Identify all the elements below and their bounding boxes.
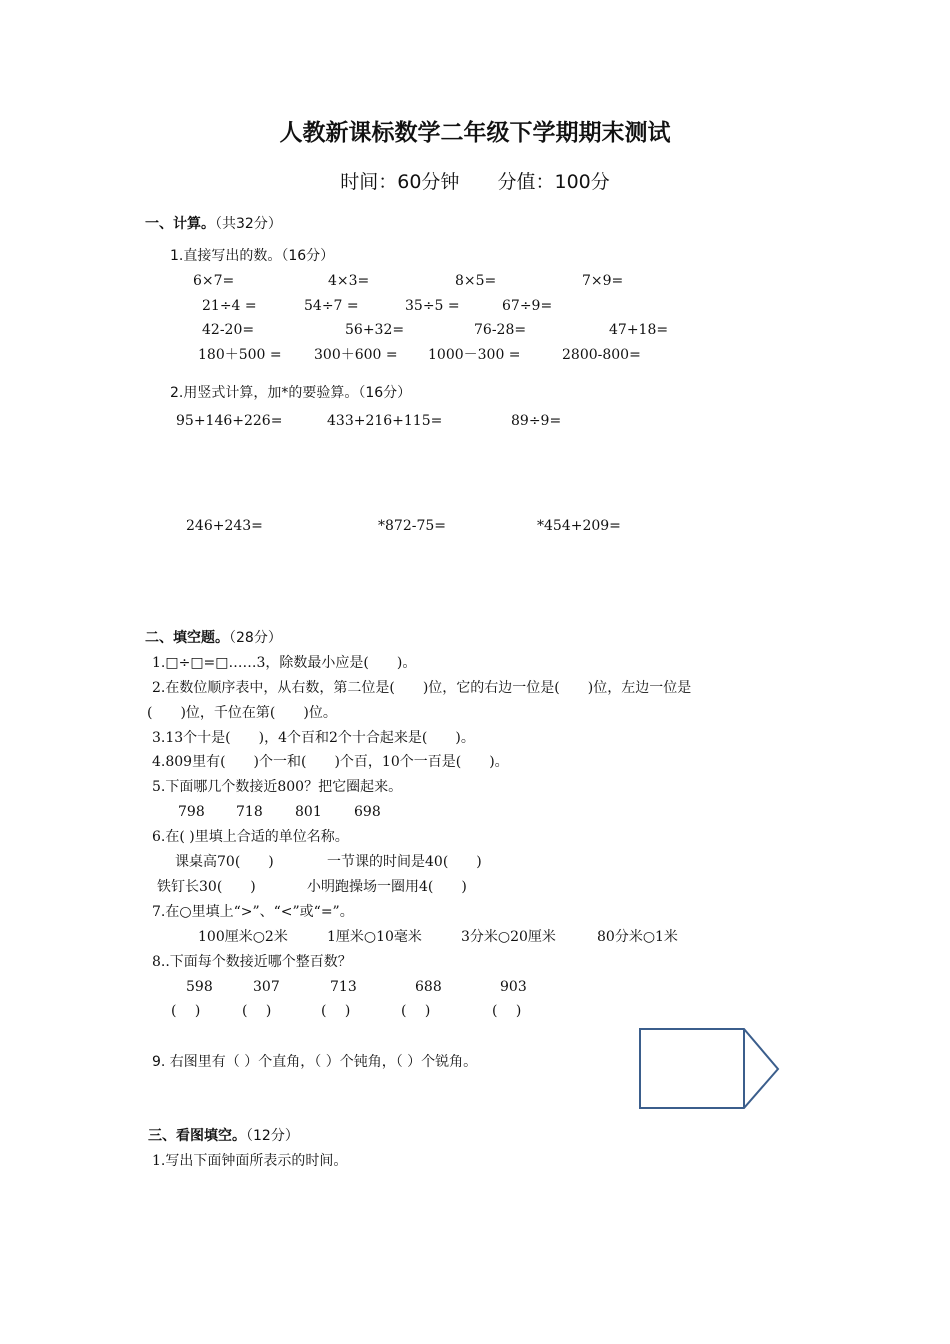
- number-option: 801: [295, 804, 322, 820]
- compare-item: 3分米○20厘米: [461, 929, 556, 945]
- calc-item: 2800-800=: [562, 347, 641, 363]
- exam-info: [0, 167, 950, 194]
- calc-item: 21÷4 =: [202, 298, 257, 314]
- calc-item: 6×7=: [193, 273, 235, 289]
- calc-item: 47+18=: [609, 322, 669, 338]
- calc-item: 42-20=: [202, 322, 255, 338]
- s2-q6: 6.在( )里填上合适的单位名称。: [152, 829, 349, 845]
- number-option: 698: [354, 804, 381, 820]
- s1-q1-label: 1.直接写出的数。（16分）: [170, 248, 335, 264]
- section3-title: 三、看图填空。: [148, 1128, 246, 1144]
- calc-item: 8×5=: [455, 273, 497, 289]
- vertical-calc-item: *454+209=: [537, 518, 621, 534]
- section1-points: （共32分）: [215, 216, 282, 232]
- calc-item: 54÷7 =: [304, 298, 359, 314]
- calc-item: 4×3=: [328, 273, 370, 289]
- number-option: 798: [178, 804, 205, 820]
- calc-item: 56+32=: [345, 322, 405, 338]
- calc-item: 300＋600 =: [314, 347, 398, 363]
- section3-points: （12分）: [246, 1128, 299, 1144]
- answer-blank: ( ): [401, 1003, 431, 1019]
- s2-q8: 8..下面每个数接近哪个整百数？: [152, 954, 352, 970]
- s3-q1: 1.写出下面钟面所表示的时间。: [152, 1153, 348, 1169]
- s2-q1: 1.□÷□=□……3，除数最小应是( )。: [152, 655, 417, 671]
- vertical-calc-item: 95+146+226=: [176, 413, 283, 429]
- unit-item: 一节课的时间是40( ): [327, 854, 482, 870]
- s2-q9: 9. 右图里有（ ）个直角，（ ）个钝角，（ ）个锐角。: [152, 1054, 478, 1070]
- round-number: 307: [253, 979, 280, 995]
- exam-score: 分值：100分: [497, 171, 610, 193]
- round-number: 688: [415, 979, 442, 995]
- section2-title: 二、填空题。: [145, 630, 229, 646]
- calc-item: 76-28=: [474, 322, 527, 338]
- s2-q2-cont: ( )位，千位在第( )位。: [147, 705, 337, 721]
- vertical-calc-item: 246+243=: [186, 518, 263, 534]
- section1-title: 一、计算。: [145, 216, 215, 232]
- page-title: 人教新课标数学二年级下学期期末测试: [279, 120, 671, 146]
- section2-heading: [145, 629, 282, 647]
- calc-item: 35÷5 =: [405, 298, 460, 314]
- angle-figure: [636, 1024, 786, 1114]
- section2-points: （28分）: [229, 630, 282, 646]
- number-option: 718: [236, 804, 263, 820]
- calc-item: 180＋500 =: [198, 347, 282, 363]
- exam-time: 时间：60分钟: [340, 171, 460, 193]
- answer-blank: ( ): [171, 1003, 201, 1019]
- answer-blank: ( ): [242, 1003, 272, 1019]
- section3-heading: [148, 1127, 299, 1145]
- round-number: 903: [500, 979, 527, 995]
- round-number: 598: [186, 979, 213, 995]
- vertical-calc-item: 433+216+115=: [327, 413, 443, 429]
- s2-q2: 2.在数位顺序表中，从右数，第二位是( )位，它的右边一位是( )位，左边一位是: [152, 680, 692, 696]
- s2-q3: 3.13个十是( )，4个百和2个十合起来是( )。: [152, 730, 475, 746]
- round-number: 713: [330, 979, 357, 995]
- answer-blank: ( ): [492, 1003, 522, 1019]
- section1-heading: [145, 215, 282, 233]
- calc-item: 7×9=: [582, 273, 624, 289]
- compare-item: 100厘米○2米: [198, 929, 288, 945]
- compare-item: 80分米○1米: [597, 929, 678, 945]
- s2-q7: 7.在○里填上“>”、“<”或“=”。: [152, 904, 354, 920]
- calc-item: 1000－300 =: [428, 347, 521, 363]
- s1-q2-label: 2.用竖式计算，加*的要验算。（16分）: [170, 385, 412, 401]
- compare-item: 1厘米○10毫米: [327, 929, 422, 945]
- vertical-calc-item: 89÷9=: [511, 413, 562, 429]
- vertical-calc-item: *872-75=: [378, 518, 446, 534]
- s2-q4: 4.809里有( )个一和( )个百，10个一百是( )。: [152, 754, 509, 770]
- calc-item: 67÷9=: [502, 298, 553, 314]
- unit-item: 小明跑操场一圈用4( ): [307, 879, 467, 895]
- unit-item: 课桌高70( ): [175, 854, 274, 870]
- s2-q5: 5.下面哪几个数接近800？把它圈起来。: [152, 779, 403, 795]
- pentagon-shape: [640, 1029, 778, 1108]
- answer-blank: ( ): [321, 1003, 351, 1019]
- unit-item: 铁钉长30( ): [157, 879, 256, 895]
